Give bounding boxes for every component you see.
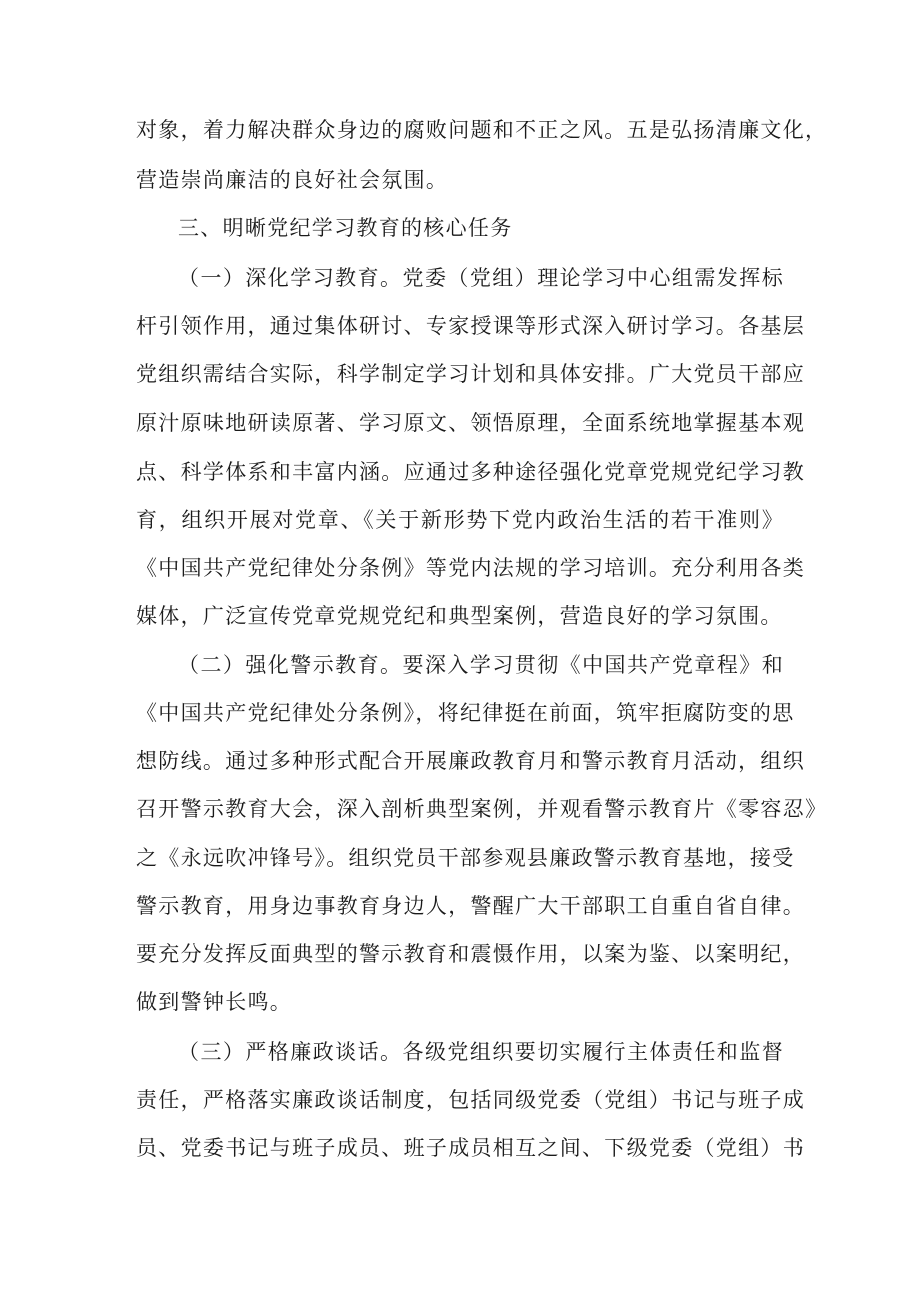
text-line: 警示教育，用身边事教育身边人，警醒广大干部职工自重自省自律。 bbox=[136, 894, 805, 918]
text-line: 召开警示教育大会，深入剖析典型案例，并观看警示教育片《零容忍》 bbox=[136, 797, 828, 821]
text-line: 育，组织开展对党章、《关于新形势下党内政治生活的若干准则》 bbox=[136, 508, 784, 532]
text-line: 《中国共产党纪律处分条例》，将纪律挺在前面，筑牢拒腐防变的思 bbox=[136, 701, 795, 725]
section-heading: 三、明晰党纪学习教育的核心任务 bbox=[178, 216, 513, 240]
text-line: 做到警钟长鸣。 bbox=[136, 990, 293, 1014]
text-line: 营造崇尚廉洁的良好社会氛围。 bbox=[136, 168, 449, 192]
text-line: 《中国共产党纪律处分条例》等党内法规的学习培训。充分利用各类 bbox=[136, 556, 805, 580]
text-line: 要充分发挥反面典型的警示教育和震慑作用，以案为鉴、以案明纪， bbox=[136, 942, 805, 966]
text-line: 对象，着力解决群众身边的腐败问题和不正之风。五是弘扬清廉文化， bbox=[136, 118, 828, 142]
text-line: 党组织需结合实际，科学制定学习计划和具体安排。广大党员干部应 bbox=[136, 362, 805, 386]
text-line: 员、党委书记与班子成员、班子成员相互之间、下级党委（党组）书 bbox=[136, 1136, 805, 1160]
text-line: 原汁原味地研读原著、学习原文、领悟原理，全面系统地掌握基本观 bbox=[136, 411, 805, 435]
paragraph-first-line: （二）强化警示教育。要深入学习贯彻《中国共产党章程》和 bbox=[178, 653, 784, 677]
text-line: 点、科学体系和丰富内涵。应通过多种途径强化党章党规党纪学习教 bbox=[136, 460, 805, 484]
paragraph-first-line: （一）深化学习教育。党委（党组）理论学习中心组需发挥标 bbox=[178, 266, 784, 290]
text-line: 之《永远吹冲锋号》。组织党员干部参观县廉政警示教育基地，接受 bbox=[136, 846, 795, 870]
text-line: 媒体，广泛宣传党章党规党纪和典型案例，营造良好的学习氛围。 bbox=[136, 604, 783, 628]
text-line: 杆引领作用，通过集体研讨、专家授课等形式深入研讨学习。各基层 bbox=[136, 314, 805, 338]
text-line: 想防线。通过多种形式配合开展廉政教育月和警示教育月活动，组织 bbox=[136, 749, 805, 773]
text-line: 责任，严格落实廉政谈话制度，包括同级党委（党组）书记与班子成 bbox=[136, 1088, 805, 1112]
paragraph-first-line: （三）严格廉政谈话。各级党组织要切实履行主体责任和监督 bbox=[178, 1040, 784, 1064]
